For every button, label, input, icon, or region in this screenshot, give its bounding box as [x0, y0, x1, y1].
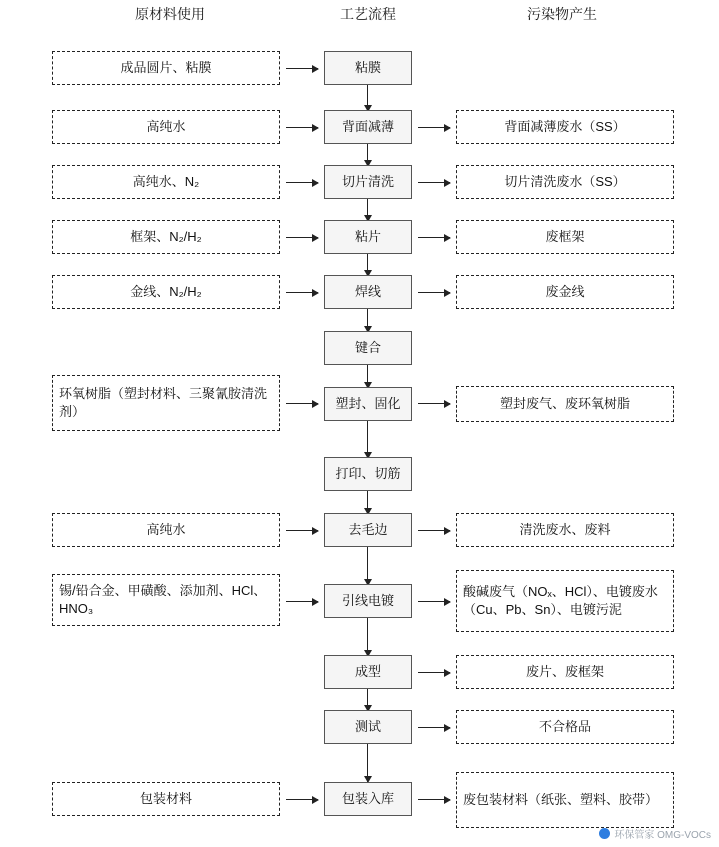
process-box-1: 粘膜: [324, 51, 412, 85]
connector-5-6: [367, 309, 368, 332]
arrow-process-to-pollutant-13: [418, 799, 450, 800]
process-box-9: 去毛边: [324, 513, 412, 547]
process-box-12: 测试: [324, 710, 412, 744]
arrow-material-to-process-3: [286, 182, 318, 183]
material-box-3: 高纯水、N₂: [52, 165, 280, 199]
pollutant-box-3: 切片清洗废水（SS）: [456, 165, 674, 199]
arrow-process-to-pollutant-7: [418, 403, 450, 404]
pollutant-box-5: 废金线: [456, 275, 674, 309]
pollutant-box-2: 背面减薄废水（SS）: [456, 110, 674, 144]
material-box-5: 金线、N₂/H₂: [52, 275, 280, 309]
arrow-process-to-pollutant-2: [418, 127, 450, 128]
process-box-3: 切片清洗: [324, 165, 412, 199]
connector-2-3: [367, 144, 368, 166]
arrow-process-to-pollutant-10: [418, 601, 450, 602]
material-box-4: 框架、N₂/H₂: [52, 220, 280, 254]
arrow-process-to-pollutant-12: [418, 727, 450, 728]
pollutant-box-10: 酸碱废气（NOₓ、HCl）、电镀废水（Cu、Pb、Sn）、电镀污泥: [456, 570, 674, 632]
watermark-text: 环保管家 OMG-VOCs: [614, 830, 711, 841]
arrow-material-to-process-10: [286, 601, 318, 602]
material-box-7: 环氧树脂（塑封材料、三聚氰胺清洗剂）: [52, 375, 280, 431]
connector-11-12: [367, 689, 368, 711]
pollutant-box-12: 不合格品: [456, 710, 674, 744]
column-header-pollutants: 污染物产生: [527, 6, 597, 22]
arrow-process-to-pollutant-4: [418, 237, 450, 238]
material-box-2: 高纯水: [52, 110, 280, 144]
arrow-process-to-pollutant-9: [418, 530, 450, 531]
connector-3-4: [367, 199, 368, 221]
arrow-process-to-pollutant-11: [418, 672, 450, 673]
arrow-process-to-pollutant-3: [418, 182, 450, 183]
process-box-2: 背面减薄: [324, 110, 412, 144]
process-box-5: 焊线: [324, 275, 412, 309]
watermark-logo-icon: [599, 828, 610, 839]
watermark: [599, 826, 711, 841]
column-header-process-flow: 工艺流程: [340, 6, 396, 22]
process-box-13: 包装入库: [324, 782, 412, 816]
pollutant-box-7: 塑封废气、废环氧树脂: [456, 386, 674, 422]
connector-4-5: [367, 254, 368, 276]
material-box-10: 锡/铅合金、甲磺酸、添加剂、HCl、HNO₃: [52, 574, 280, 626]
arrow-material-to-process-4: [286, 237, 318, 238]
process-box-11: 成型: [324, 655, 412, 689]
process-box-7: 塑封、固化: [324, 387, 412, 421]
connector-7-8: [367, 421, 368, 458]
column-header-raw-materials: 原材料使用: [135, 6, 205, 22]
material-box-1: 成品圆片、粘膜: [52, 51, 280, 85]
arrow-process-to-pollutant-5: [418, 292, 450, 293]
connector-12-13: [367, 744, 368, 782]
connector-10-11: [367, 618, 368, 656]
arrow-material-to-process-9: [286, 530, 318, 531]
arrow-material-to-process-13: [286, 799, 318, 800]
connector-9-10: [367, 547, 368, 585]
arrow-material-to-process-5: [286, 292, 318, 293]
material-box-13: 包装材料: [52, 782, 280, 816]
process-box-6: 键合: [324, 331, 412, 365]
process-box-4: 粘片: [324, 220, 412, 254]
connector-1-2: [367, 85, 368, 111]
pollutant-box-11: 废片、废框架: [456, 655, 674, 689]
process-box-8: 打印、切筋: [324, 457, 412, 491]
pollutant-box-4: 废框架: [456, 220, 674, 254]
pollutant-box-13: 废包装材料（纸张、塑料、胶带）: [456, 772, 674, 828]
arrow-material-to-process-7: [286, 403, 318, 404]
connector-8-9: [367, 491, 368, 514]
process-box-10: 引线电镀: [324, 584, 412, 618]
pollutant-box-9: 清洗废水、废料: [456, 513, 674, 547]
arrow-material-to-process-1: [286, 68, 318, 69]
connector-6-7: [367, 365, 368, 388]
material-box-9: 高纯水: [52, 513, 280, 547]
arrow-material-to-process-2: [286, 127, 318, 128]
